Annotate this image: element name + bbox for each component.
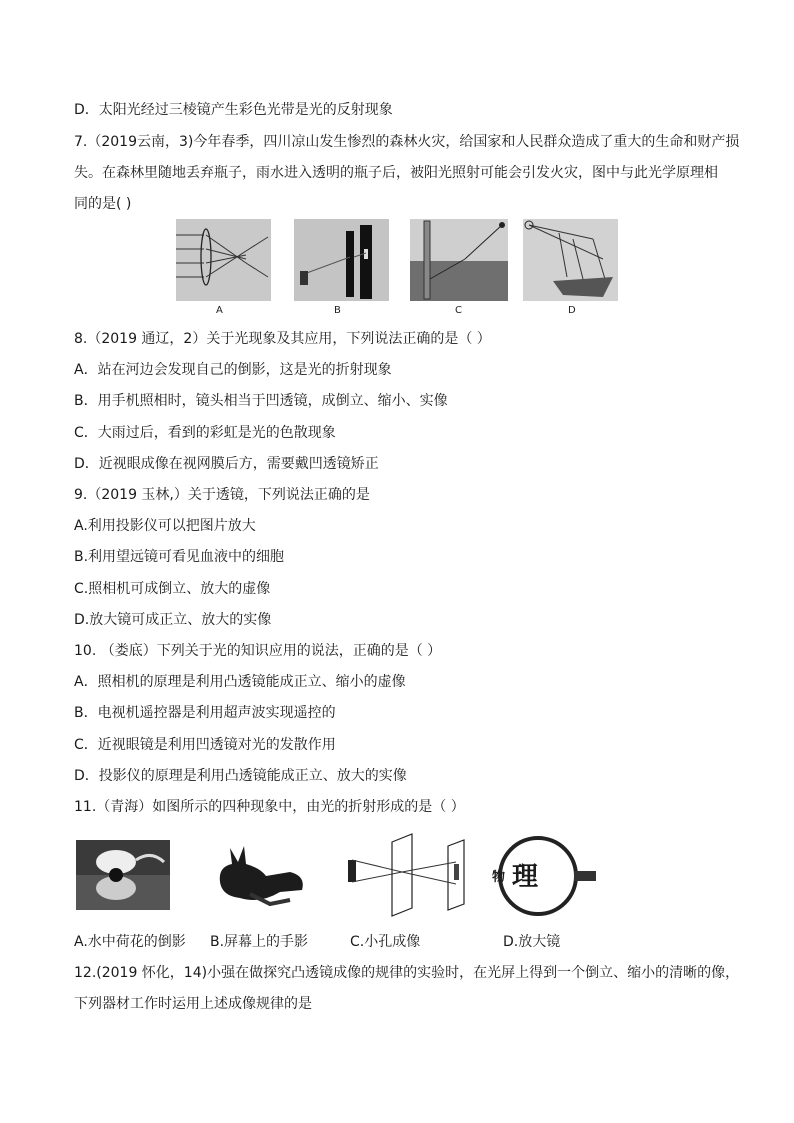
q7-label-b: B [334, 305, 341, 316]
q8-option-b: B．用手机照相时，镜头相当于凹透镜，成倒立、缩小、实像 [74, 393, 448, 409]
q7-label-c: C [455, 305, 462, 316]
q7-stem-line1: 7.（2019云南，3)今年春季，四川凉山发生惨烈的森林火灾，给国家和人民群众造成了重大的生命和财产损 [74, 134, 740, 150]
q7-panel-d [523, 219, 618, 301]
q9-option-a: A.利用投影仪可以把图片放大 [74, 518, 256, 534]
q7-figure [176, 219, 618, 322]
q7-panel-c [410, 219, 508, 301]
q8-option-a: A．站在河边会发现自己的倒影，这是光的折射现象 [74, 362, 392, 378]
q7-stem-line3: 同的是( ) [74, 196, 132, 212]
q11-image-lotus-reflection [76, 840, 170, 910]
q9-option-c: C.照相机可成倒立、放大的虚像 [74, 581, 271, 597]
q11-magnifier-text-small: 物 [492, 870, 506, 885]
q8-option-c: C．大雨过后，看到的彩虹是光的色散现象 [74, 425, 336, 441]
q8-stem: 8.（2019 通辽，2）关于光现象及其应用，下列说法正确的是（ ） [74, 331, 491, 347]
q11-stem: 11.（青海）如图所示的四种现象中，由光的折射形成的是（ ） [74, 799, 465, 815]
q10-option-d: D．投影仪的原理是利用凸透镜能成正立、放大的实像 [74, 768, 407, 784]
q10-stem: 10. （娄底）下列关于光的知识应用的说法，正确的是（ ） [74, 643, 442, 659]
q10-option-a: A．照相机的原理是利用凸透镜能成正立、缩小的虚像 [74, 674, 406, 690]
q10-option-c: C．近视眼镜是利用凹透镜对光的发散作用 [74, 737, 336, 753]
q11-image-magnifier [488, 834, 598, 918]
q12-stem-line2: 下列器材工作时运用上述成像规律的是 [74, 996, 312, 1012]
q11-magnifier-text-large: 理 [512, 862, 539, 892]
q9-stem: 9.（2019 玉林,）关于透镜，下列说法正确的是 [74, 487, 370, 503]
q7-panel-b [294, 219, 389, 301]
q11-caption-d: D.放大镜 [503, 934, 561, 950]
q7-stem-line2: 失。在森林里随地丢弃瓶子，雨水进入透明的瓶子后，被阳光照射可能会引发火灾，图中与此光学原理相 [74, 165, 718, 181]
q8-option-d: D．近视眼成像在视网膜后方，需要戴凹透镜矫正 [74, 456, 379, 472]
q11-caption-c: C.小孔成像 [350, 934, 421, 950]
q6-option-d: D．太阳光经过三棱镜产生彩色光带是光的反射现象 [74, 102, 393, 118]
q9-option-d: D.放大镜可成正立、放大的实像 [74, 612, 272, 628]
q11-image-hand-shadow [210, 842, 310, 908]
q12-stem-line1: 12.(2019 怀化，14)小强在做探究凸透镜成像的规律的实验时，在光屏上得到一个倒立、缩小的清晰的像， [74, 965, 740, 981]
q9-option-b: B.利用望远镜可看见血液中的细胞 [74, 549, 285, 565]
q7-label-d: D [568, 305, 576, 316]
q11-caption-b: B.屏幕上的手影 [210, 934, 309, 950]
q11-caption-a: A.水中荷花的倒影 [74, 934, 186, 950]
q7-panel-a [176, 219, 271, 322]
q10-option-b: B．电视机遥控器是利用超声波实现遥控的 [74, 705, 336, 721]
q7-label-a: A [216, 305, 223, 316]
q11-image-pinhole [340, 832, 480, 918]
q7-figure-svg [176, 219, 618, 322]
